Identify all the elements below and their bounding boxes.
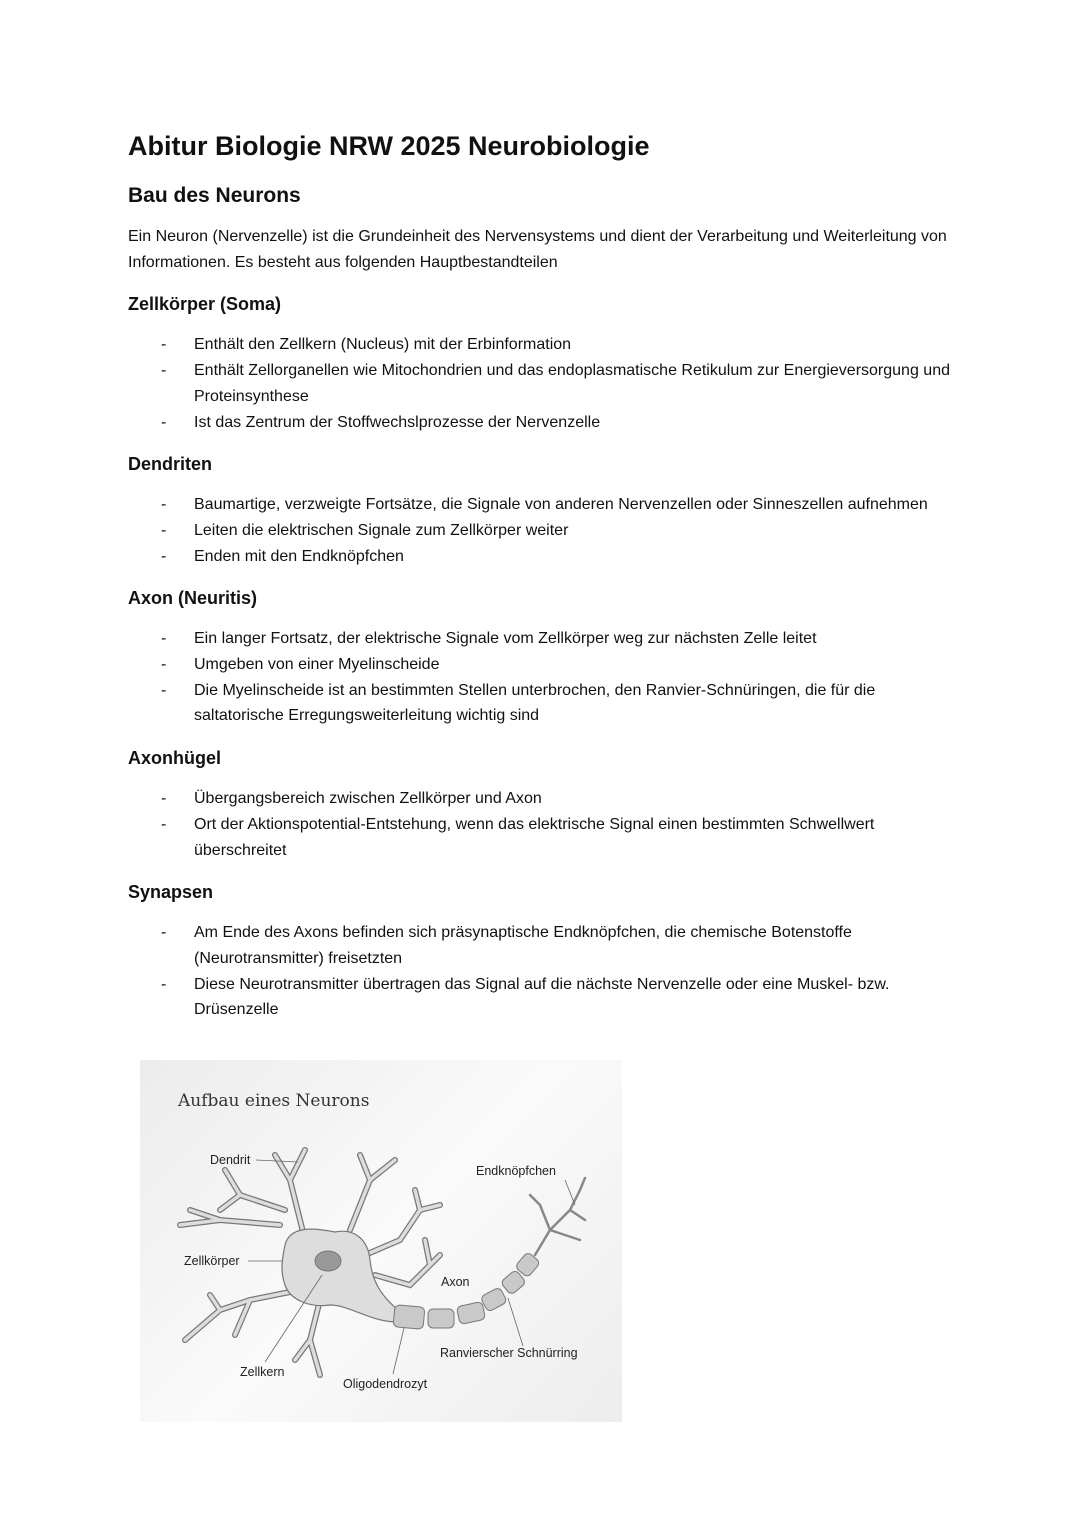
list-item-text: Übergangsbereich zwischen Zellkörper und Axon: [194, 790, 542, 808]
list-item: [128, 652, 958, 678]
neuron-diagram: [140, 1060, 622, 1422]
list-item: [128, 492, 958, 518]
bullet-dash: -: [161, 656, 167, 674]
list-item: [128, 544, 958, 570]
bullet-dash: -: [161, 362, 167, 380]
list-item-text: Enthält Zellorganellen wie Mitochondrien und das endoplasmatische Retikulum zur Energieversorgung und Proteinsynthese: [194, 362, 950, 405]
bullet-dash: -: [161, 521, 167, 539]
subsection-heading: Axon (Neuritis): [128, 588, 258, 609]
section-heading: Bau des Neurons: [128, 184, 301, 207]
bullet-list: [128, 332, 958, 435]
list-item: [128, 518, 958, 544]
bullet-list: [128, 920, 958, 1023]
label-endknoepfchen: Endknöpfchen: [476, 1164, 556, 1178]
list-item: [128, 920, 958, 971]
bullet-list: [128, 786, 958, 863]
list-item-text: Ein langer Fortsatz, der elektrische Signale vom Zellkörper weg zur nächsten Zelle leitet: [194, 630, 817, 648]
document-title: Abitur Biologie NRW 2025 Neurobiologie: [128, 131, 650, 161]
list-item-text: Umgeben von einer Myelinscheide: [194, 656, 440, 674]
list-item: [128, 812, 958, 863]
bullet-dash: -: [161, 681, 167, 699]
myelin-sheath: [393, 1252, 540, 1330]
list-item: [128, 332, 958, 358]
list-item: [128, 410, 958, 436]
list-item: [128, 972, 958, 1023]
list-item: [128, 786, 958, 812]
list-item-text: Die Myelinscheide ist an bestimmten Stellen unterbrochen, den Ranvier-Schnüringen, die für die saltatorische Erregungsweiterleitung wichtig sind: [194, 681, 876, 725]
label-dendrit: Dendrit: [210, 1153, 251, 1167]
bullet-list: [128, 626, 958, 729]
label-axon: Axon: [441, 1275, 470, 1289]
bullet-list: [128, 492, 958, 569]
intro-paragraph: Ein Neuron (Nervenzelle) ist die Grundeinheit des Nervensystems und dient der Verarbeitung und Weiterleitung von Informationen. Es besteht aus folgenden Hauptbestandteilen: [128, 228, 947, 271]
subsection-heading: Synapsen: [128, 882, 214, 903]
parts-list: [128, 291, 958, 1023]
list-item-text: Leiten die elektrischen Signale zum Zellkörper weiter: [194, 521, 569, 539]
bullet-dash: -: [161, 630, 167, 648]
bullet-dash: -: [161, 924, 167, 942]
list-item-text: Baumartige, verzweigte Fortsätze, die Signale von anderen Nervenzellen oder Sinneszellen aufnehmen: [194, 496, 928, 514]
bullet-dash: -: [161, 975, 167, 993]
subsection-heading: Axonhügel: [128, 748, 221, 769]
bullet-dash: -: [161, 815, 167, 833]
diagram-title: Aufbau eines Neurons: [178, 1091, 370, 1111]
subsection-heading: Dendriten: [128, 454, 213, 475]
list-item: [128, 626, 958, 652]
list-item: [128, 358, 958, 409]
list-item-text: Enden mit den Endknöpfchen: [194, 547, 404, 565]
label-ranvier: Ranvierscher Schnürring: [440, 1346, 578, 1360]
subsection-heading: Zellkörper (Soma): [128, 294, 282, 315]
bullet-dash: -: [161, 547, 167, 565]
nucleus: [315, 1251, 341, 1271]
bullet-dash: -: [161, 790, 167, 808]
list-item: [128, 678, 958, 729]
document-page: [128, 128, 958, 1023]
list-item-text: Ort der Aktionspotential-Entstehung, wenn das elektrische Signal einen bestimmten Schwellwert überschreitet: [194, 815, 875, 859]
axon-terminals: [530, 1178, 585, 1255]
label-oligodendrozyt: Oligodendrozyt: [343, 1377, 428, 1391]
list-item-text: Am Ende des Axons befinden sich präsynaptische Endknöpfchen, die chemische Botenstoffe (Neurotransmitter) freisetzten: [194, 924, 852, 967]
label-zellkoerper: Zellkörper: [184, 1254, 240, 1268]
bullet-dash: -: [161, 413, 167, 431]
list-item-text: Ist das Zentrum der Stoffwechslprozesse der Nervenzelle: [194, 413, 601, 431]
bullet-dash: -: [161, 496, 167, 514]
list-item-text: Diese Neurotransmitter übertragen das Signal auf die nächste Nervenzelle oder eine Muskel- bzw. Drüsenzelle: [194, 975, 890, 1019]
label-zellkern: Zellkern: [240, 1365, 285, 1379]
bullet-dash: -: [161, 336, 167, 354]
list-item-text: Enthält den Zellkern (Nucleus) mit der Erbinformation: [194, 336, 572, 354]
neuron-illustration: [140, 1060, 622, 1422]
